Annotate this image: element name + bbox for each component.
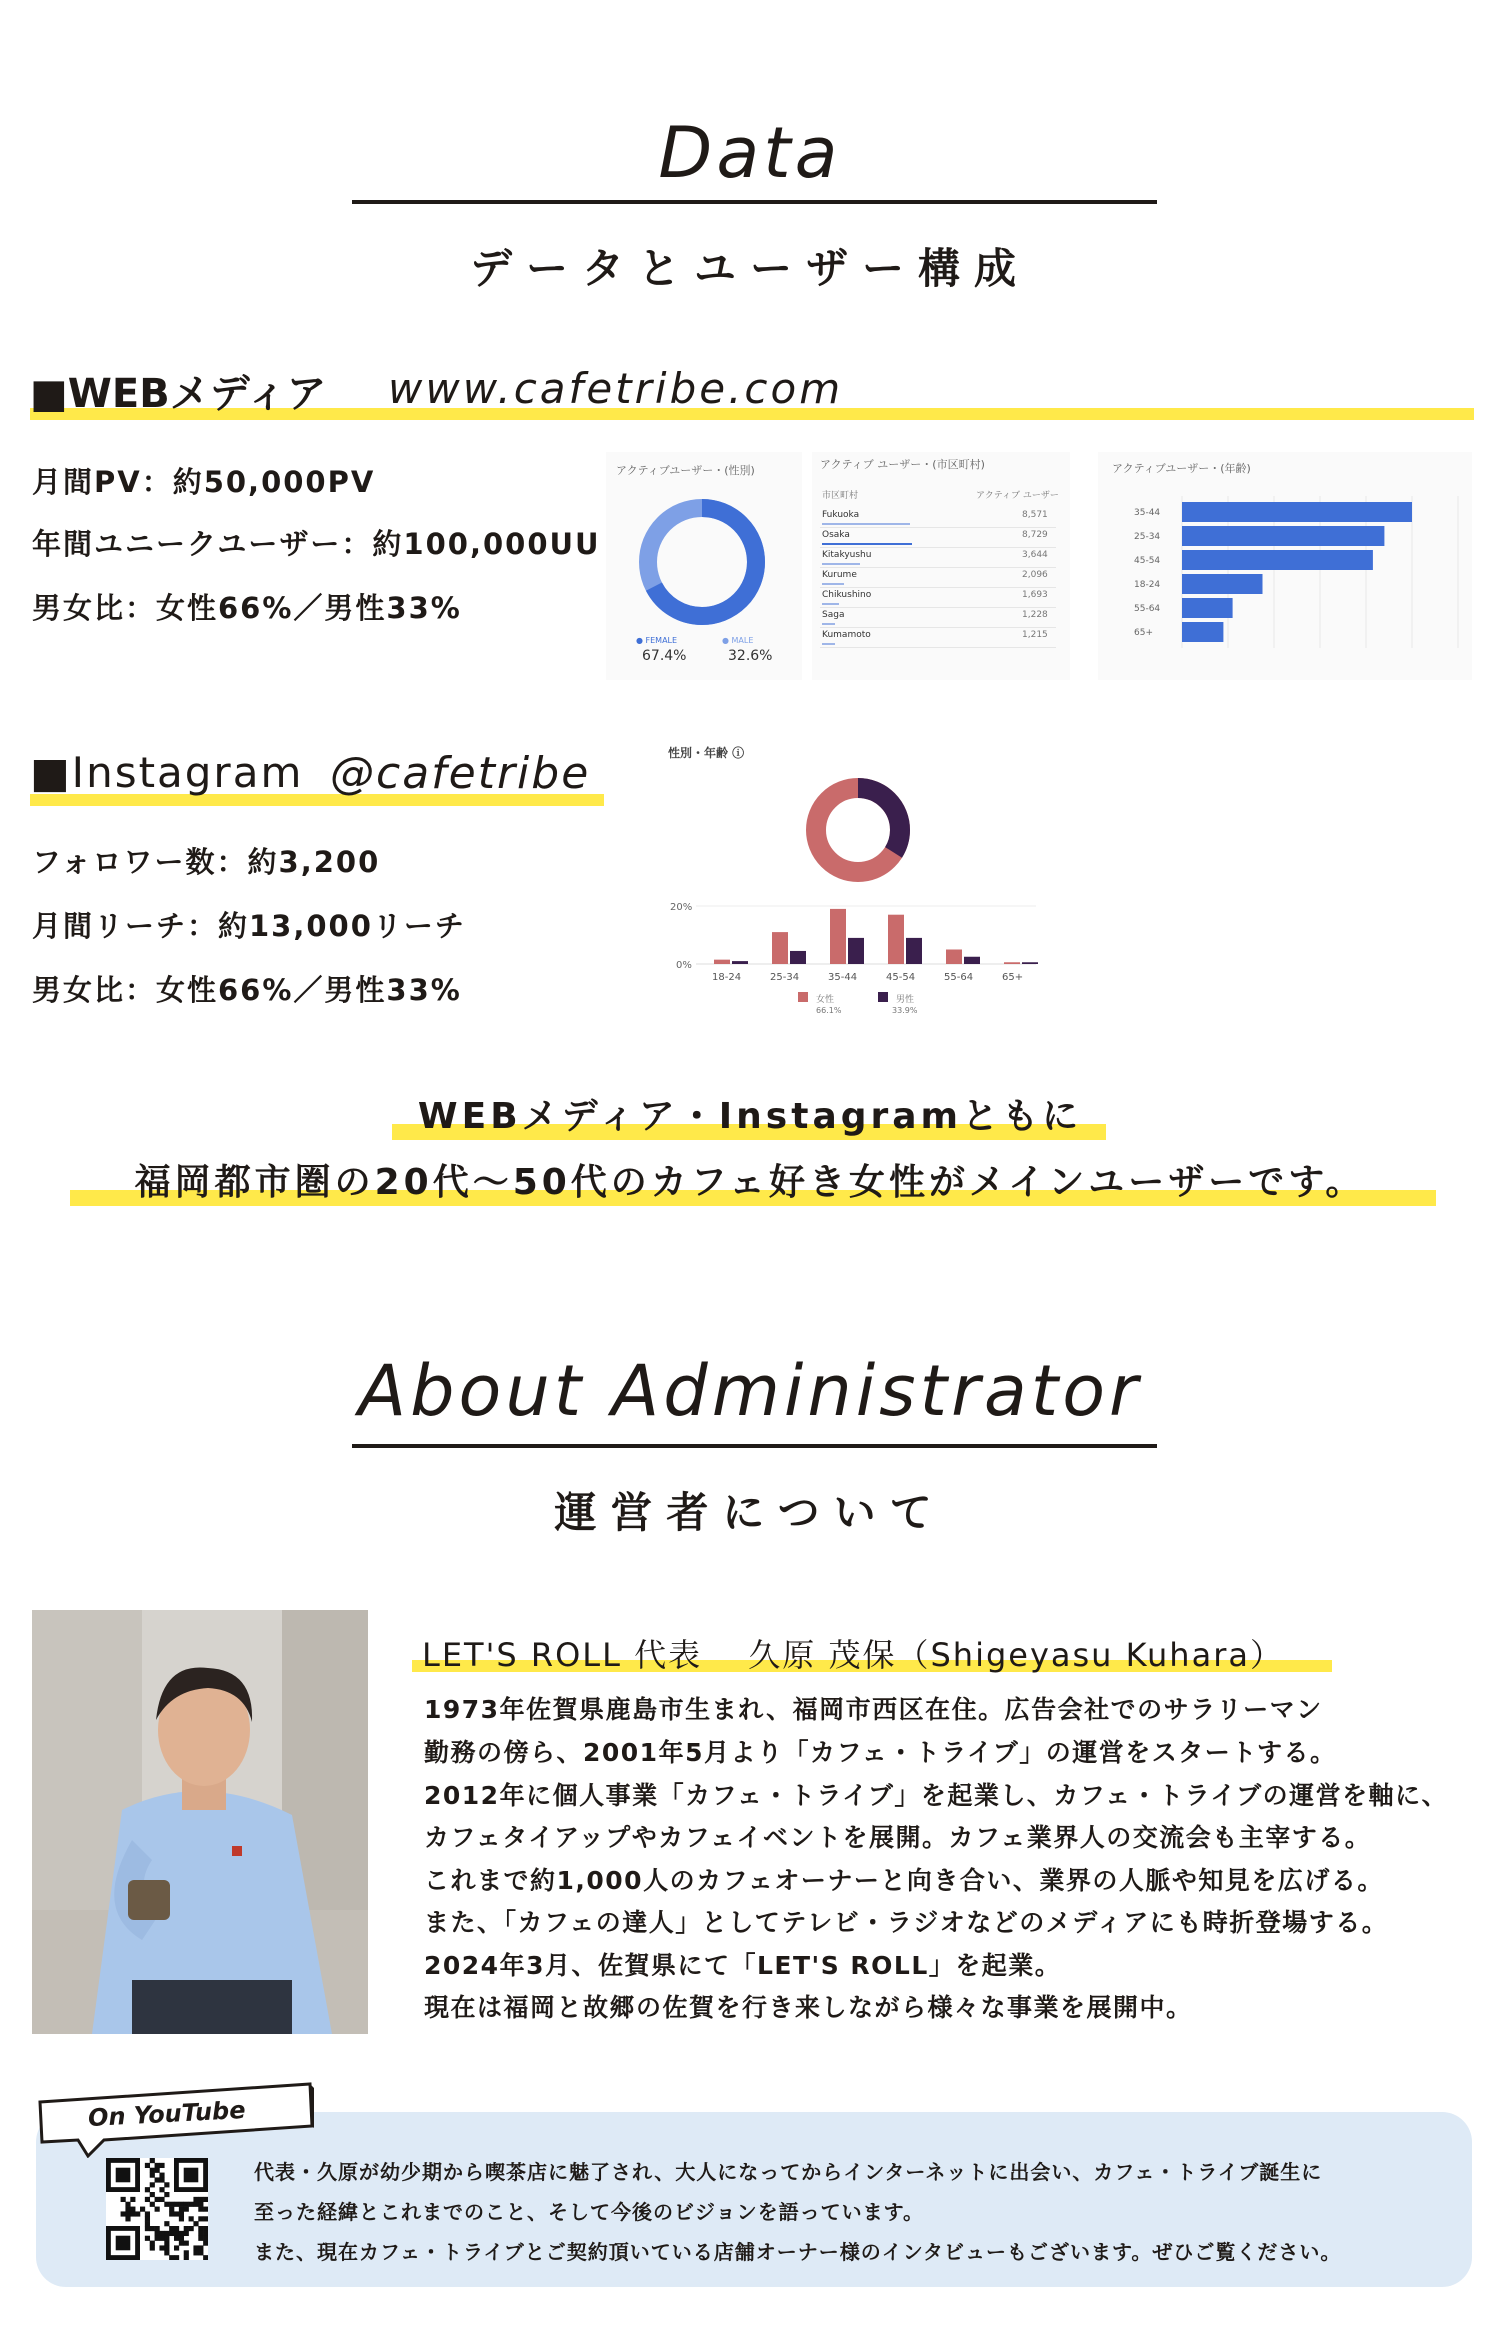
qr-finder <box>116 2168 131 2183</box>
city-row-name: Saga <box>822 610 845 620</box>
users-col-header: アクティブ ユーザー <box>976 491 1059 501</box>
qr-module <box>184 2226 189 2231</box>
city-row-name: Kitakyushu <box>822 550 872 560</box>
qr-module <box>179 2216 184 2221</box>
qr-module <box>159 2231 164 2236</box>
qr-module <box>145 2187 150 2192</box>
city-row-bar <box>822 563 860 565</box>
city-row-name: Kurume <box>822 570 857 580</box>
qr-module <box>150 2182 155 2187</box>
qr-module <box>125 2202 130 2207</box>
qr-module <box>179 2207 184 2212</box>
ig-stat-reach: 月間リーチ：約13,000リーチ <box>32 909 466 943</box>
female-legend: ● FEMALE <box>636 636 678 645</box>
qr-module <box>130 2197 135 2202</box>
ig-xtick: 55-64 <box>944 972 974 983</box>
youtube-tag <box>34 2082 314 2150</box>
ig-xtick: 65+ <box>1002 972 1024 983</box>
qr-module <box>135 2211 140 2216</box>
qr-module <box>125 2207 130 2212</box>
qr-module <box>203 2236 208 2241</box>
qr-module <box>184 2255 189 2260</box>
age-bar <box>1182 598 1233 618</box>
city-panel <box>812 452 1070 680</box>
ig-bar <box>732 961 748 964</box>
ig-legend-female-swatch <box>798 992 808 1002</box>
city-row-divider <box>820 647 1056 648</box>
qr-module <box>174 2236 179 2241</box>
qr-module <box>179 2241 184 2246</box>
age-tick-label: 65+ <box>1134 628 1153 638</box>
ig-legend-female-value: 66.1% <box>816 1006 842 1015</box>
qr-module <box>150 2168 155 2173</box>
ig-stat-followers: フォロワー数：約3,200 <box>32 845 381 879</box>
qr-module <box>174 2226 179 2231</box>
ig-ytick: 20% <box>670 902 693 913</box>
ig-bar <box>1004 962 1020 964</box>
web-url[interactable]: www.cafetribe.com <box>388 364 844 413</box>
city-row-divider <box>820 567 1056 568</box>
ig-legend-female: 女性 <box>816 995 835 1005</box>
data-subtitle: データとユーザー構成 <box>469 244 1030 293</box>
age-tick-label: 25-34 <box>1134 532 1161 542</box>
qr-module <box>203 2207 208 2212</box>
ig-xtick: 18-24 <box>712 972 742 983</box>
about-title: About Administrator <box>358 1350 1142 1432</box>
youtube-tag-label: On YouTube <box>87 2095 247 2133</box>
qr-module <box>198 2236 203 2241</box>
ig-stat-gender: 男女比：女性66%／男性33% <box>32 973 462 1007</box>
qr-module <box>155 2177 160 2182</box>
qr-module <box>193 2221 198 2226</box>
age-bar <box>1182 622 1223 642</box>
qr-module <box>198 2197 203 2202</box>
qr-module <box>164 2236 169 2241</box>
city-row-divider <box>820 547 1056 548</box>
data-title: Data <box>658 112 842 194</box>
bio-line-8: 現在は福岡と故郷の佐賀を行き来しながら様々な事業を展開中。 <box>424 1993 1193 2022</box>
ig-chart-panel <box>656 734 1056 1034</box>
qr-module <box>164 2250 169 2255</box>
city-row-value: 1,215 <box>1022 630 1048 640</box>
ig-bar <box>964 957 980 964</box>
bio-line-1: 1973年佐賀県鹿島市生まれ、福岡市西区在住。広告会社でのサラリーマン <box>424 1695 1323 1724</box>
qr-module <box>155 2207 160 2212</box>
qr-module <box>174 2202 179 2207</box>
city-row-divider <box>820 627 1056 628</box>
city-row-bar <box>822 643 835 645</box>
qr-module <box>150 2173 155 2178</box>
instagram-handle[interactable]: @cafetribe <box>330 748 591 799</box>
web-stat-pv: 月間PV：約50,000PV <box>32 465 376 499</box>
qr-module <box>164 2245 169 2250</box>
age-tick-label: 55-64 <box>1134 604 1161 614</box>
ig-xtick: 25-34 <box>770 972 800 983</box>
gender-donut-chart <box>606 452 802 680</box>
qr-module <box>155 2236 160 2241</box>
qr-module <box>184 2207 189 2212</box>
qr-module <box>174 2255 179 2260</box>
qr-module <box>189 2202 194 2207</box>
qr-module <box>164 2241 169 2246</box>
qr-module <box>198 2245 203 2250</box>
qr-module <box>159 2163 164 2168</box>
city-row-value: 1,693 <box>1022 590 1048 600</box>
qr-module <box>150 2158 155 2163</box>
ig-ytick: 0% <box>676 960 692 971</box>
portrait-illustration <box>32 1610 368 2034</box>
ig-xtick: 45-54 <box>886 972 916 983</box>
ig-gender-age-chart <box>656 734 1056 1034</box>
ig-bar <box>1022 962 1038 964</box>
age-bar <box>1182 574 1263 594</box>
male-legend: ● MALE <box>722 636 754 645</box>
city-row-divider <box>820 587 1056 588</box>
qr-module <box>125 2216 130 2221</box>
bio-line-6: また、「カフェの達人」としてテレビ・ラジオなどのメディアにも時折登場する。 <box>424 1908 1389 1937</box>
city-row-name: Fukuoka <box>822 510 860 520</box>
qr-module <box>121 2211 126 2216</box>
administrator-photo <box>32 1610 368 2034</box>
qr-module <box>150 2226 155 2231</box>
ig-bar <box>714 960 730 964</box>
youtube-text-3: また、現在カフェ・トライブとご契約頂いている店舗オーナー様のインタビューもございます。ぜひご覧ください。 <box>254 2240 1342 2264</box>
ig-chart-title: 性別・年齢 ⓘ <box>668 746 745 760</box>
qr-module <box>159 2173 164 2178</box>
qr-module <box>150 2241 155 2246</box>
male-value: 32.6% <box>728 648 773 664</box>
qr-module <box>198 2207 203 2212</box>
qr-module <box>155 2163 160 2168</box>
qr-module <box>193 2245 198 2250</box>
web-stat-gender: 男女比：女性66%／男性33% <box>32 591 462 625</box>
qr-module <box>203 2216 208 2221</box>
youtube-qr-code[interactable] <box>106 2158 208 2260</box>
qr-module <box>174 2231 179 2236</box>
city-row-bar <box>822 523 910 525</box>
gender-panel <box>606 452 802 680</box>
ig-bar <box>906 938 922 964</box>
city-row-name: Osaka <box>822 530 850 540</box>
city-col-header: 市区町村 <box>822 491 859 501</box>
ig-bar <box>772 932 788 964</box>
qr-module <box>174 2245 179 2250</box>
ig-legend-male: 男性 <box>896 995 915 1005</box>
qr-module <box>184 2250 189 2255</box>
qr-module <box>159 2245 164 2250</box>
youtube-text-1: 代表・久原が幼少期から喫茶店に魅了され、大人になってからインターネットに出会い、カフェ・トライブ誕生に <box>254 2160 1323 2184</box>
age-tick-label: 35-44 <box>1134 508 1161 518</box>
age-tick-label: 45-54 <box>1134 556 1161 566</box>
qr-module <box>203 2231 208 2236</box>
qr-module <box>198 2250 203 2255</box>
qr-module <box>179 2211 184 2216</box>
city-row-name: Chikushino <box>822 590 872 600</box>
age-bar-chart <box>1098 452 1472 680</box>
qr-module <box>198 2216 203 2221</box>
qr-module <box>179 2236 184 2241</box>
city-row-value: 3,644 <box>1022 550 1048 560</box>
female-value: 67.4% <box>642 648 687 664</box>
qr-module <box>169 2231 174 2236</box>
bio-line-3: 2012年に個人事業「カフェ・トライブ」を起業し、カフェ・トライブの運営を軸に、 <box>424 1781 1449 1810</box>
qr-module <box>179 2202 184 2207</box>
youtube-text-2: 至った経緯とこれまでのこと、そして今後のビジョンを語っています。 <box>254 2200 924 2224</box>
qr-module <box>193 2250 198 2255</box>
city-row-bar <box>822 603 839 605</box>
qr-module <box>130 2207 135 2212</box>
qr-finder <box>184 2168 199 2183</box>
ig-xtick: 35-44 <box>828 972 858 983</box>
city-row-name: Kumamoto <box>822 630 871 640</box>
ig-bar <box>888 915 904 964</box>
qr-module <box>159 2187 164 2192</box>
qr-module <box>193 2197 198 2202</box>
qr-module <box>193 2202 198 2207</box>
qr-module <box>164 2221 169 2226</box>
ig-bar <box>790 951 806 964</box>
qr-module <box>169 2226 174 2231</box>
age-bar <box>1182 526 1384 546</box>
qr-module <box>159 2236 164 2241</box>
about-title-rule <box>352 1444 1157 1448</box>
qr-module <box>164 2202 169 2207</box>
qr-module <box>150 2192 155 2197</box>
qr-module <box>145 2197 150 2202</box>
qr-module <box>145 2216 150 2221</box>
age-bar <box>1182 502 1412 522</box>
qr-module <box>174 2211 179 2216</box>
city-row-value: 1,228 <box>1022 610 1048 620</box>
age-panel <box>1098 452 1472 680</box>
qr-module <box>164 2192 169 2197</box>
qr-module <box>159 2177 164 2182</box>
qr-finder <box>116 2236 131 2251</box>
age-bar <box>1182 550 1373 570</box>
city-row-divider <box>820 607 1056 608</box>
qr-module <box>145 2163 150 2168</box>
bio-line-7: 2024年3月、佐賀県にて「LET'S ROLL」を起業。 <box>424 1951 1062 1980</box>
city-row-divider <box>820 527 1056 528</box>
city-row-value: 8,571 <box>1022 510 1048 520</box>
qr-module <box>189 2226 194 2231</box>
qr-module <box>203 2255 208 2260</box>
bio-line-2: 勤務の傍ら、2001年5月より「カフェ・トライブ」の運営をスタートする。 <box>424 1738 1337 1767</box>
qr-module <box>198 2226 203 2231</box>
ig-bar <box>848 938 864 964</box>
qr-module <box>121 2197 126 2202</box>
qr-module <box>155 2168 160 2173</box>
city-row-value: 2,096 <box>1022 570 1048 580</box>
qr-module <box>159 2197 164 2202</box>
bio-line-4: カフェタイアップやカフェイベントを展開。カフェ業界人の交流会も主宰する。 <box>424 1823 1372 1852</box>
qr-module <box>184 2241 189 2246</box>
qr-module <box>203 2226 208 2231</box>
administrator-name: LET'S ROLL 代表 久原 茂保（Shigeyasu Kuhara） <box>422 1636 1284 1674</box>
summary-line1: WEBメディア・Instagramともに <box>417 1096 1083 1137</box>
qr-module <box>169 2211 174 2216</box>
web-heading: ■WEBメディア <box>30 371 327 417</box>
ig-bar <box>946 950 962 965</box>
about-subtitle: 運営者について <box>554 1488 946 1537</box>
qr-module <box>145 2236 150 2241</box>
instagram-heading: ■Instagram <box>30 748 304 797</box>
city-panel-title: アクティブ ユーザー・(市区町村) <box>820 458 985 471</box>
qr-module <box>169 2255 174 2260</box>
city-row-bar <box>822 583 844 585</box>
qr-module <box>145 2211 150 2216</box>
qr-module <box>184 2202 189 2207</box>
qr-module <box>198 2202 203 2207</box>
web-stat-uu: 年間ユニークユーザー：約100,000UU <box>32 527 601 561</box>
ig-legend-male-swatch <box>878 992 888 1002</box>
qr-module <box>203 2197 208 2202</box>
city-row-value: 8,729 <box>1022 530 1048 540</box>
qr-module <box>150 2202 155 2207</box>
qr-module <box>164 2182 169 2187</box>
qr-module <box>155 2197 160 2202</box>
qr-module <box>203 2241 208 2246</box>
qr-module <box>145 2226 150 2231</box>
summary-line2: 福岡都市圏の20代〜50代のカフェ好き女性がメインユーザーです。 <box>134 1162 1366 1203</box>
age-tick-label: 18-24 <box>1134 580 1161 590</box>
ig-legend-male-value: 33.9% <box>892 1006 918 1015</box>
qr-module <box>164 2231 169 2236</box>
qr-pattern <box>106 2158 208 2260</box>
qr-module <box>140 2207 145 2212</box>
qr-module <box>150 2245 155 2250</box>
qr-module <box>130 2211 135 2216</box>
qr-module <box>198 2231 203 2236</box>
bio-line-5: これまで約1,000人のカフェオーナーと向き合い、業界の人脈や知見を広げる。 <box>424 1866 1384 1895</box>
ig-bar <box>830 909 846 964</box>
qr-module <box>179 2231 184 2236</box>
city-row-bar <box>822 543 912 545</box>
qr-module <box>169 2202 174 2207</box>
qr-module <box>145 2221 150 2226</box>
qr-module <box>169 2207 174 2212</box>
qr-module <box>184 2231 189 2236</box>
age-panel-title: アクティブユーザー・(年齢) <box>1112 462 1251 475</box>
gender-panel-title: アクティブユーザー・(性別) <box>616 464 755 477</box>
data-title-rule <box>352 200 1157 204</box>
qr-module <box>155 2226 160 2231</box>
qr-module <box>189 2216 194 2221</box>
city-row-bar <box>822 623 835 625</box>
qr-module <box>155 2231 160 2236</box>
qr-module <box>125 2211 130 2216</box>
